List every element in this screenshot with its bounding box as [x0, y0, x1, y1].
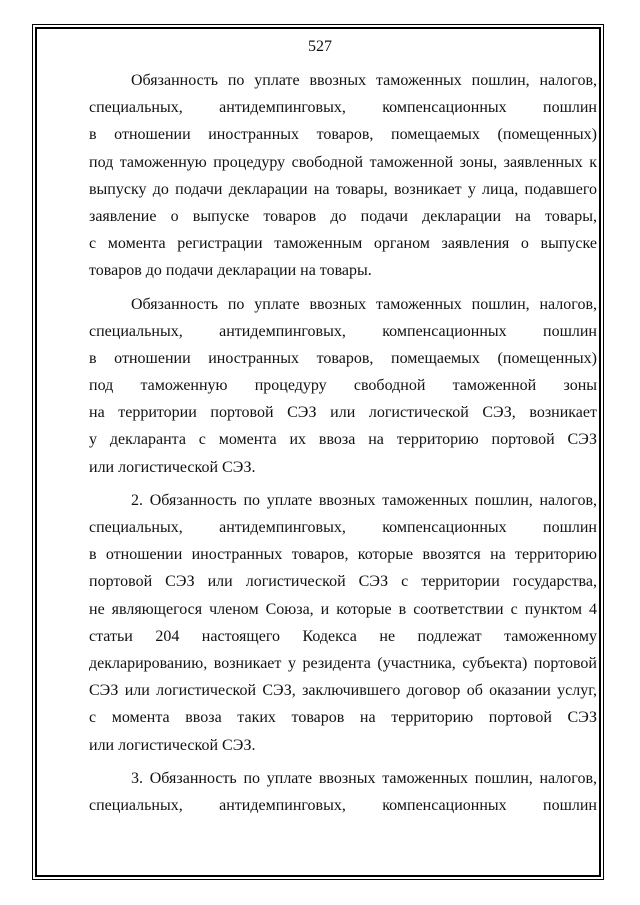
text-line: специальных, антидемпинговых, компенсационных пошлин	[89, 322, 597, 340]
text-line: выпуску до подачи декларации на товары, возникает у лица, подавшего	[89, 180, 597, 198]
text-line: на территории портовой СЭЗ или логистической СЭЗ, возникает	[89, 404, 597, 422]
text-line: заявление о выпуске товаров до подачи декларации на товары,	[89, 207, 597, 225]
page-number: 527	[308, 38, 332, 55]
text-line: специальных, антидемпинговых, компенсационных пошлин	[89, 796, 597, 814]
text-line: 3. Обязанность по уплате ввозных таможенных пошлин, налогов,	[131, 769, 597, 787]
text-line: портовой СЭЗ или логистической СЭЗ с территории государства,	[89, 573, 597, 591]
text-line: или логистической СЭЗ.	[89, 736, 256, 754]
text-line: декларированию, возникает у резидента (участника, субъекта) портовой	[89, 654, 597, 672]
text-line: СЭЗ или логистической СЭЗ, заключившего договор об оказании услуг,	[89, 682, 597, 700]
text-line: Обязанность по уплате ввозных таможенных пошлин, налогов,	[131, 72, 597, 89]
text-line: под таможенную процедуру свободной таможенной зоны, заявленных к	[89, 153, 597, 171]
text-line: Обязанность по уплате ввозных таможенных пошлин, налогов,	[131, 295, 597, 313]
text-line: специальных, антидемпинговых, компенсационных пошлин	[89, 99, 597, 117]
paragraph	[89, 67, 597, 285]
text-line: с момента регистрации таможенным органом заявления о выпуске	[89, 235, 597, 253]
text-line: под таможенную процедуру свободной таможенной зоны	[89, 377, 597, 395]
text-line: или логистической СЭЗ.	[89, 458, 256, 476]
text-line: в отношении иностранных товаров, помещаемых (помещенных)	[89, 349, 597, 367]
text-line: в отношении иностранных товаров, помещаемых (помещенных)	[89, 126, 597, 144]
text-line: 2. Обязанность по уплате ввозных таможенных пошлин, налогов,	[131, 491, 597, 509]
paragraph	[89, 487, 597, 759]
text-line: в отношении иностранных товаров, которые ввозятся на территорию	[89, 546, 597, 564]
text-line: статьи 204 настоящего Кодекса не подлежат таможенному	[89, 627, 597, 645]
document-body	[89, 67, 597, 819]
paragraph	[89, 765, 597, 819]
text-line: с момента ввоза таких товаров на территорию портовой СЭЗ	[89, 709, 597, 727]
text-line: товаров до подачи декларации на товары.	[89, 262, 372, 280]
text-line: у декларанта с момента их ввоза на территорию портовой СЭЗ	[89, 431, 597, 449]
text-line: специальных, антидемпинговых, компенсационных пошлин	[89, 519, 597, 536]
text-line: не являющегося членом Союза, и которые в соответствии с пунктом 4	[89, 600, 597, 618]
paragraph	[89, 291, 597, 481]
